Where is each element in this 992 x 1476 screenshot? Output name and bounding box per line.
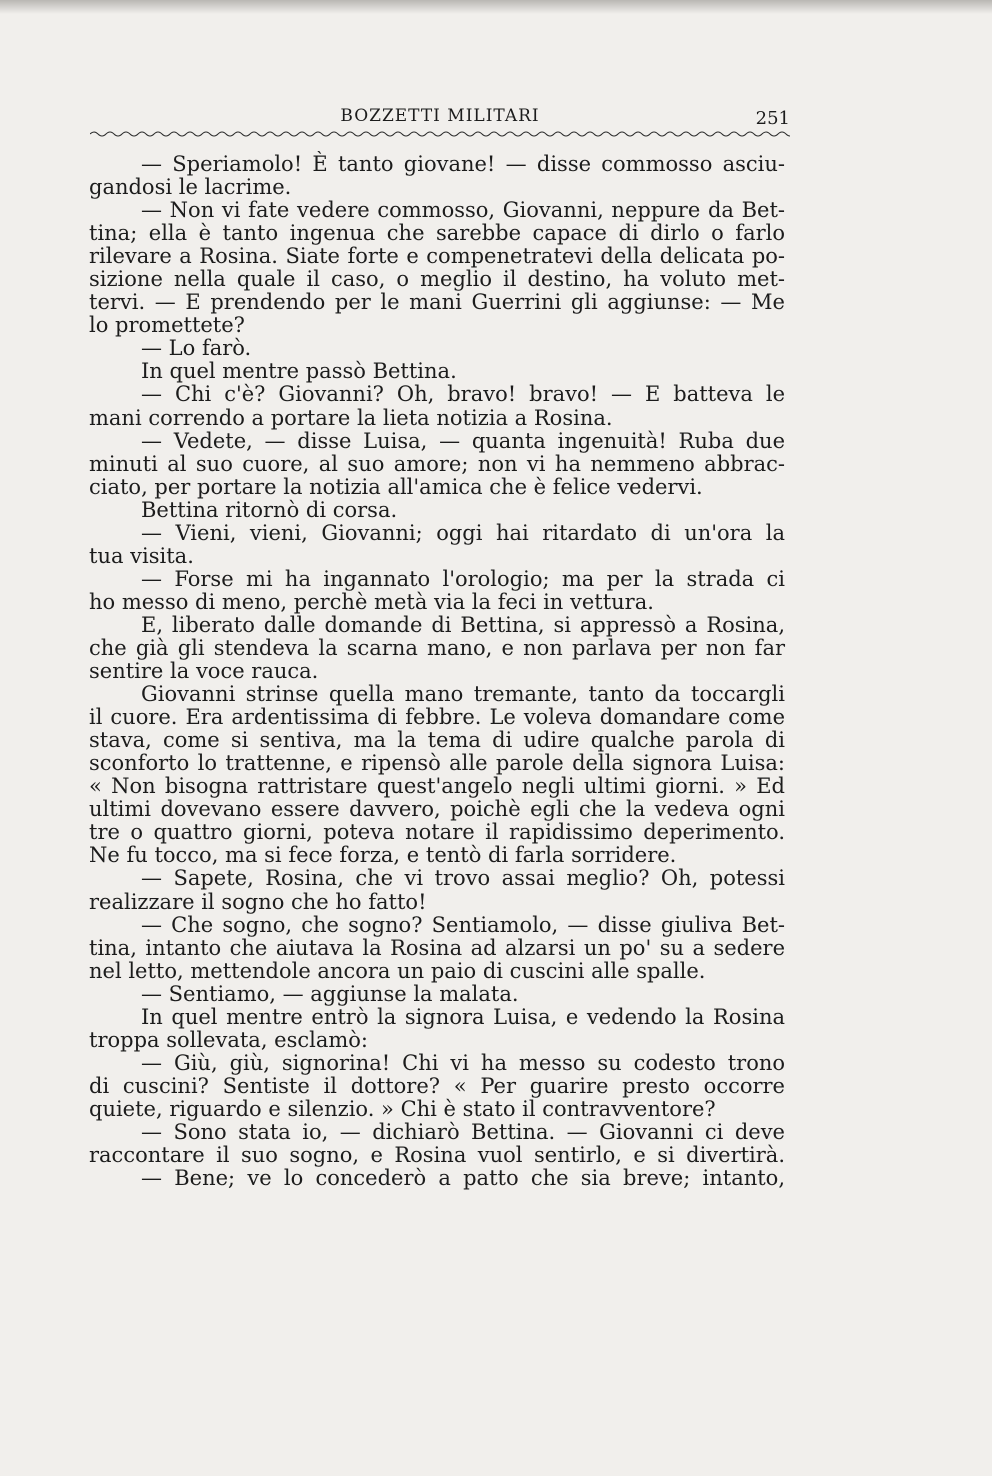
text-line: sizione nella quale il caso, o meglio il destino, ha voluto met-	[89, 267, 785, 292]
text-line: che già gli stendeva la scarna mano, e non parlava per non far	[89, 635, 785, 660]
text-line: E, liberato dalle domande di Bettina, si appressò a Rosina,	[141, 612, 785, 637]
text-line: « Non bisogna rattristare quest'angelo negli ultimi giorni. » Ed	[89, 774, 785, 799]
text-line: di cuscini? Sentiste il dottore? « Per guarire presto occorre	[89, 1073, 785, 1098]
text-line: — Vedete, — disse Luisa, — quanta ingenuità! Ruba due	[141, 428, 785, 453]
text-line: — Speriamolo! È tanto giovane! — disse commosso asciu-	[141, 152, 785, 176]
text-line: rilevare a Rosina. Siate forte e compenetratevi della delicata po-	[89, 244, 785, 269]
text-line: nel letto, mettendole ancora un paio di cuscini alle spalle.	[89, 958, 706, 983]
text-line: Giovanni strinse quella mano tremante, tanto da toccargli	[141, 682, 785, 707]
text-line: — Lo farò.	[141, 336, 252, 361]
text-line: — Chi c'è? Giovanni? Oh, bravo! bravo! — E batteva le	[141, 382, 785, 407]
text-line: ciato, per portare la notizia all'amica che è felice vedervi.	[89, 474, 703, 499]
text-line: — Bene; ve lo concederò a patto che sia breve; intanto,	[141, 1166, 785, 1191]
text-line: mani correndo a portare la lieta notizia a Rosina.	[89, 405, 613, 430]
text-line: gandosi le lacrime.	[89, 175, 292, 200]
text-line: tre o quattro giorni, poteva notare il rapidissimo deperimento.	[89, 820, 785, 845]
text-line: stava, come si sentiva, ma la tema di udire qualche parola di	[89, 728, 785, 753]
text-line: Bettina ritornò di corsa.	[141, 497, 398, 522]
text-line: — Forse mi ha ingannato l'orologio; ma per la strada ci	[141, 566, 785, 591]
wavy-rule-divider	[90, 128, 790, 140]
page-number: 251	[755, 108, 790, 129]
running-title: BOZZETTI MILITARI	[340, 106, 540, 126]
body-text	[89, 153, 785, 1190]
text-line: In quel mentre entrò la signora Luisa, e vedendo la Rosina	[141, 1004, 785, 1029]
text-line: sentire la voce rauca.	[89, 659, 319, 684]
text-line: raccontare il suo sogno, e Rosina vuol sentirlo, e si divertirà.	[89, 1143, 785, 1168]
text-line: — Che sogno, che sogno? Sentiamolo, — disse giuliva Bet-	[141, 912, 785, 937]
text-line: minuti al suo cuore, al suo amore; non vi ha nemmeno abbrac-	[89, 451, 785, 476]
page-edge-shadow	[0, 0, 992, 14]
text-line: — Sapete, Rosina, che vi trovo assai meglio? Oh, potessi	[141, 866, 785, 891]
text-line: quiete, riguardo e silenzio. » Chi è stato il contravventore?	[89, 1096, 716, 1121]
text-line: — Giù, giù, signorina! Chi vi ha messo su codesto trono	[141, 1050, 785, 1075]
text-line: In quel mentre passò Bettina.	[141, 359, 457, 384]
text-line: tua visita.	[89, 543, 194, 568]
text-line: — Non vi fate vedere commosso, Giovanni, neppure da Bet-	[141, 198, 785, 223]
text-line: tina; ella è tanto ingenua che sarebbe capace di dirlo o farlo	[89, 221, 785, 246]
text-line: ho messo di meno, perchè metà via la feci in vettura.	[89, 589, 654, 614]
text-line: lo promettete?	[89, 313, 245, 338]
text-line: Ne fu tocco, ma si fece forza, e tentò di farla sorridere.	[89, 843, 677, 868]
text-line: — Sentiamo, — aggiunse la malata.	[141, 981, 519, 1006]
text-line: sconforto lo trattenne, e ripensò alle parole della signora Luisa:	[89, 751, 785, 776]
text-line: ultimi dovevano essere davvero, poichè egli che la vedeva ogni	[89, 797, 785, 822]
text-line: — Sono stata io, — dichiarò Bettina. — Giovanni ci deve	[141, 1119, 785, 1144]
text-line: il cuore. Era ardentissima di febbre. Le voleva domandare come	[89, 705, 785, 730]
text-line: tina, intanto che aiutava la Rosina ad alzarsi un po' su a sedere	[89, 935, 785, 960]
text-line: — Vieni, vieni, Giovanni; oggi hai ritardato di un'ora la	[141, 520, 785, 545]
text-line: realizzare il sogno che ho fatto!	[89, 889, 427, 914]
text-line: tervi. — E prendendo per le mani Guerrini gli aggiunse: — Me	[89, 290, 785, 315]
text-line: troppa sollevata, esclamò:	[89, 1027, 369, 1052]
